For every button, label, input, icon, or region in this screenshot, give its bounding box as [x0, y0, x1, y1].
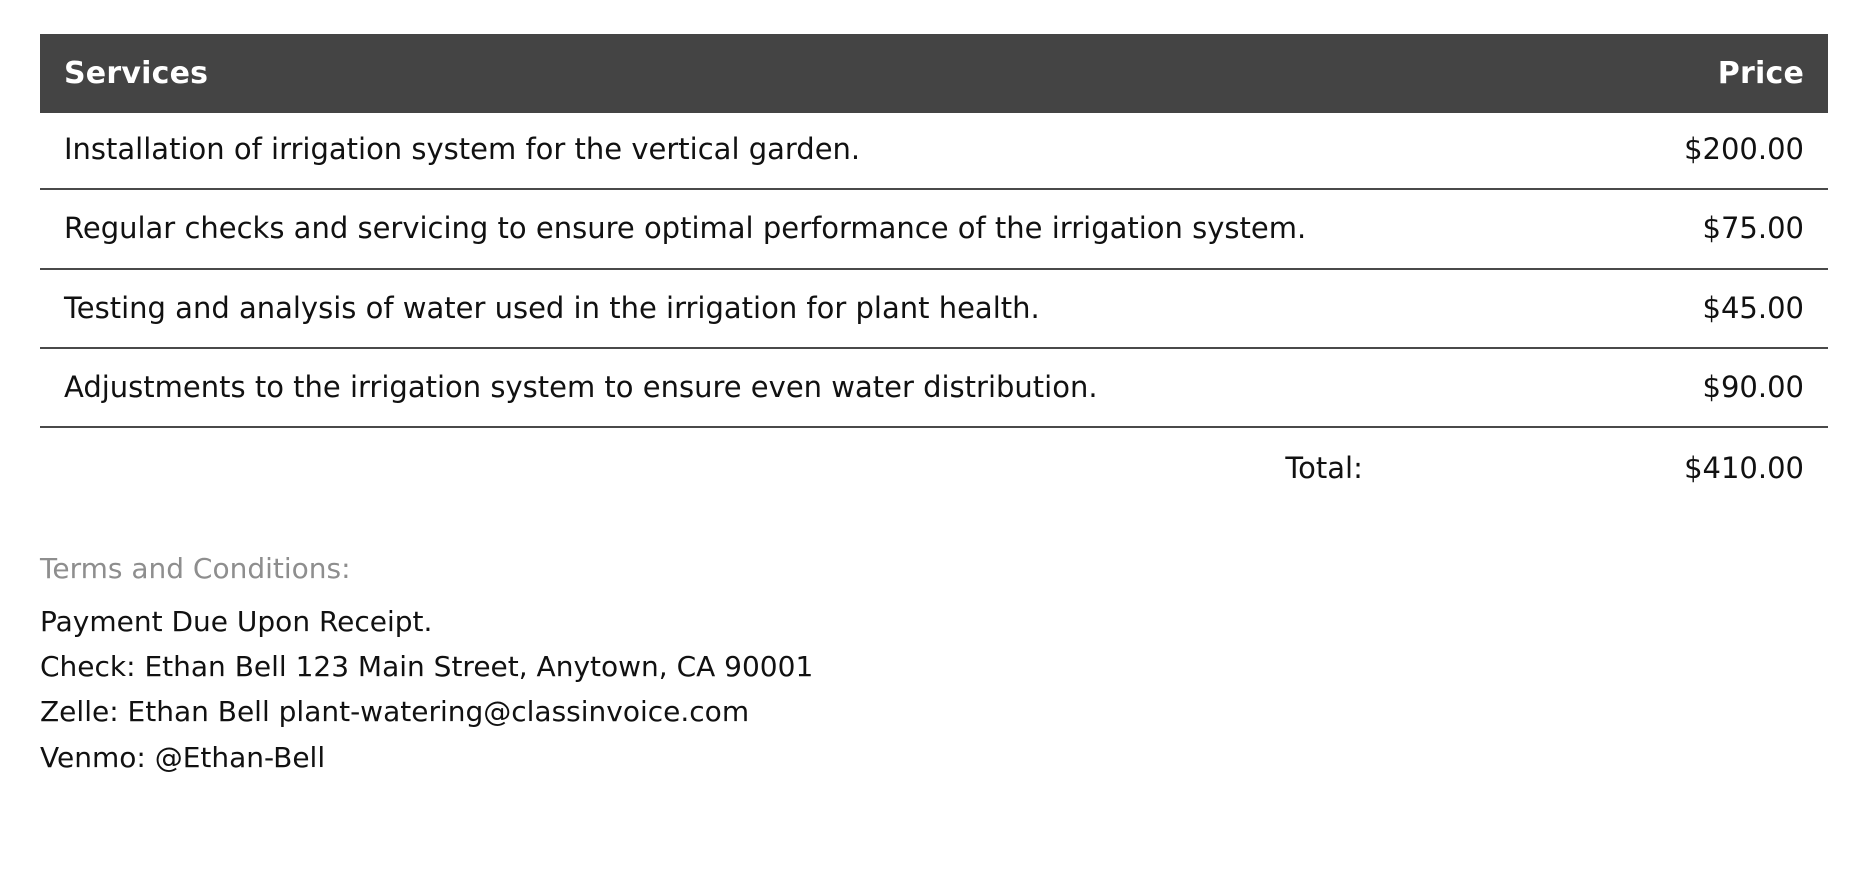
table-row	[40, 113, 1828, 189]
service-price: $45.00	[1399, 269, 1828, 348]
total-row	[40, 427, 1828, 495]
service-description: Installation of irrigation system for the vertical garden.	[40, 113, 1399, 189]
service-price: $200.00	[1399, 113, 1828, 189]
table-row	[40, 269, 1828, 348]
service-description: Adjustments to the irrigation system to ensure even water distribution.	[40, 348, 1399, 427]
table-row	[40, 189, 1828, 268]
terms-line-venmo: Venmo: @Ethan-Bell	[40, 740, 326, 774]
table-header-row	[40, 34, 1828, 113]
service-description: Testing and analysis of water used in the irrigation for plant health.	[40, 269, 1399, 348]
terms-title: Terms and Conditions:	[40, 551, 351, 585]
terms-line-check: Check: Ethan Bell 123 Main Street, Anytown, CA 90001	[40, 650, 814, 684]
column-header-services: Services	[40, 34, 1399, 113]
column-header-price: Price	[1399, 34, 1828, 113]
terms-and-conditions-section	[40, 552, 1828, 780]
service-description: Regular checks and servicing to ensure optimal performance of the irrigation system.	[40, 189, 1399, 268]
total-value: $410.00	[1684, 451, 1804, 486]
services-price-table	[40, 34, 1828, 496]
terms-line-zelle: Zelle: Ethan Bell plant-watering@classinvoice.com	[40, 695, 750, 729]
service-price: $75.00	[1399, 189, 1828, 268]
service-price: $90.00	[1399, 348, 1828, 427]
table-body	[40, 113, 1828, 496]
table-header	[40, 34, 1828, 113]
terms-line-payment: Payment Due Upon Receipt.	[40, 604, 433, 638]
total-label: Total:	[1285, 451, 1363, 486]
table-row	[40, 348, 1828, 427]
